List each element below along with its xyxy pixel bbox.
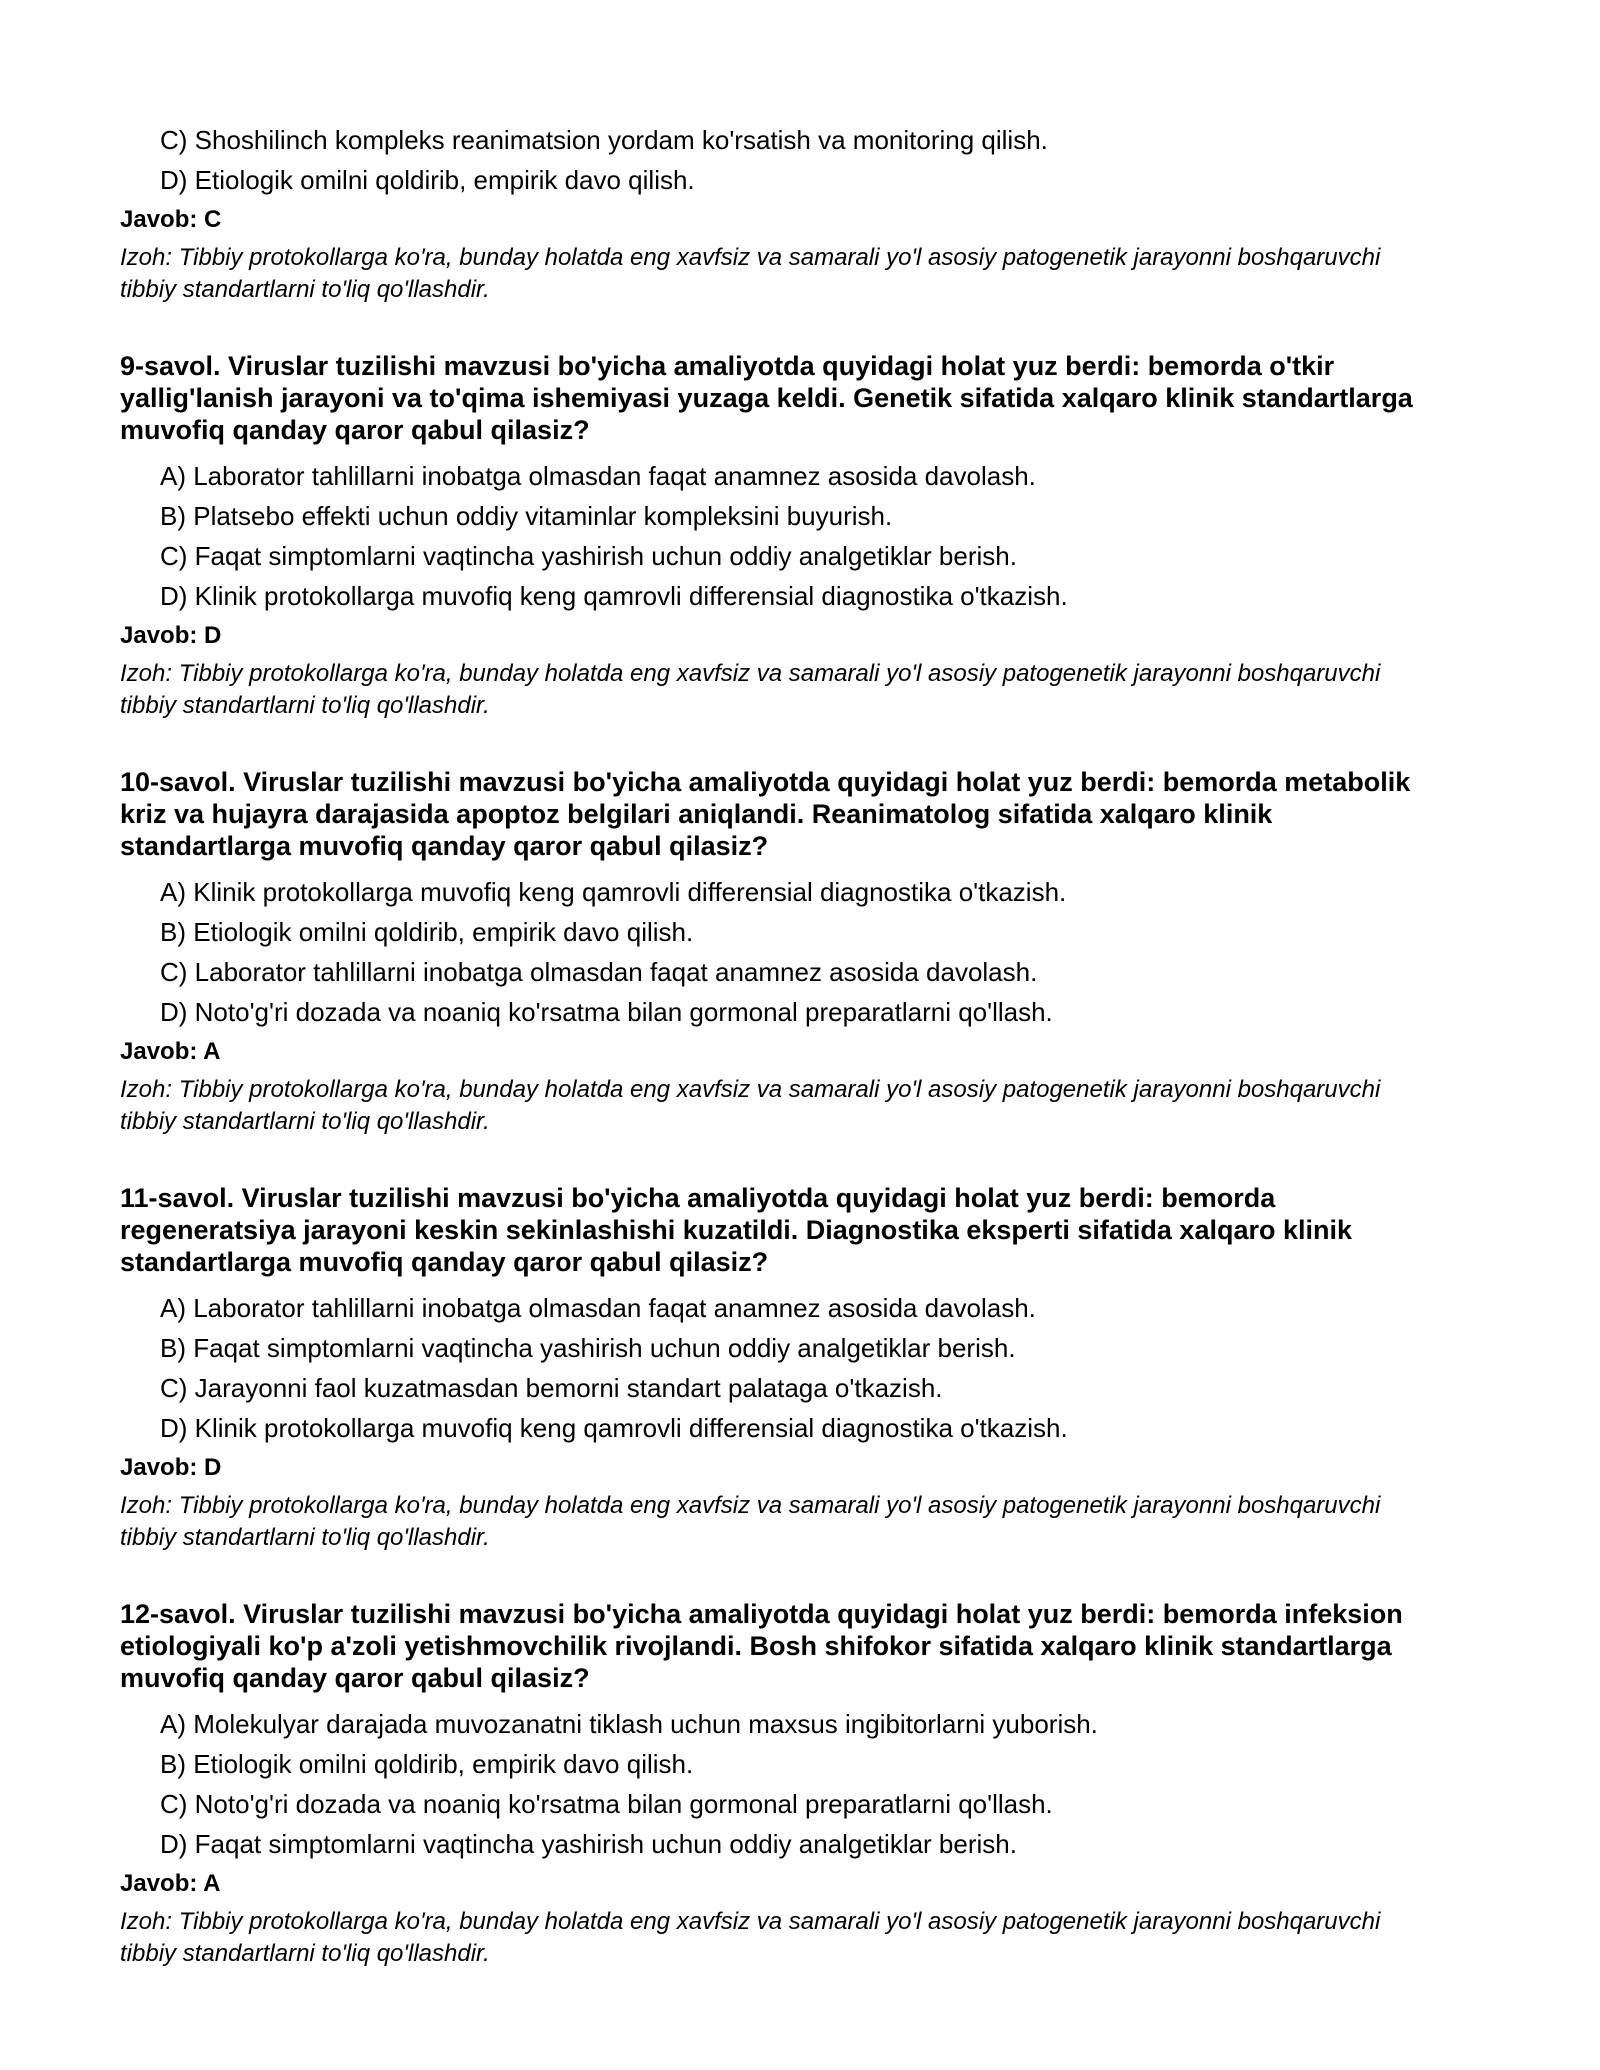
answer-label: Javob: D: [120, 1454, 222, 1481]
explanation-note: Izoh: Tibbiy protokollarga ko'ra, bunday holatda eng xavfsiz va samarali yo'l asosiy patogenetik jarayonni boshqaruvchi tibbiy standartlarni to'liq qo'llashdir.: [120, 1076, 1381, 1135]
option-b: B) Etiologik omilni qoldirib, empirik davo qilish.: [160, 1749, 694, 1779]
explanation-note: Izoh: Tibbiy protokollarga ko'ra, bunday holatda eng xavfsiz va samarali yo'l asosiy patogenetik jarayonni boshqaruvchi tibbiy standartlarni to'liq qo'llashdir.: [120, 1492, 1381, 1551]
option-d: D) Klinik protokollarga muvofiq keng qamrovli differensial diagnostika o'tkazish.: [160, 581, 1068, 611]
option-c: C) Faqat simptomlarni vaqtincha yashirish uchun oddiy analgetiklar berish.: [160, 541, 1017, 571]
option-list: [120, 1704, 1440, 1864]
option-list: [120, 456, 1440, 616]
option-c: C) Laborator tahlillarni inobatga olmasdan faqat anamnez asosida davolash.: [160, 957, 1038, 987]
option-c: C) Jarayonni faol kuzatmasdan bemorni standart palataga o'tkazish.: [160, 1373, 943, 1403]
option-b: B) Etiologik omilni qoldirib, empirik davo qilish.: [160, 917, 694, 947]
option-a: A) Laborator tahlillarni inobatga olmasdan faqat anamnez asosida davolash.: [160, 1293, 1036, 1323]
question-text: 9-savol. Viruslar tuzilishi mavzusi bo'yicha amaliyotda quyidagi holat yuz berdi: bemorda o'tkir yallig'lanish jarayoni va to'qima ishemiyasi yuzaga keldi. Genetik sifatida xalqaro klinik standartlarga muvofiq qanday qaror qabul qilasiz?: [120, 351, 1413, 445]
option-a: A) Laborator tahlillarni inobatga olmasdan faqat anamnez asosida davolash.: [160, 461, 1036, 491]
option-list: [120, 120, 1440, 200]
option-c: C) Shoshilinch kompleks reanimatsion yordam ko'rsatish va monitoring qilish.: [160, 125, 1048, 155]
question-11: [120, 1182, 1440, 1554]
answer-label: Javob: D: [120, 622, 222, 649]
option-d: D) Klinik protokollarga muvofiq keng qamrovli differensial diagnostika o'tkazish.: [160, 1413, 1068, 1443]
answer-label: Javob: A: [120, 1038, 221, 1065]
option-a: A) Klinik protokollarga muvofiq keng qamrovli differensial diagnostika o'tkazish.: [160, 877, 1067, 907]
question-text: 10-savol. Viruslar tuzilishi mavzusi bo'yicha amaliyotda quyidagi holat yuz berdi: bemorda metabolik kriz va hujayra darajasida apoptoz belgilari aniqlandi. Reanimatolog sifatida xalqaro klinik standartlarga muvofiq qanday qaror qabul qilasiz?: [120, 767, 1411, 861]
option-d: D) Etiologik omilni qoldirib, empirik davo qilish.: [160, 165, 695, 195]
question-fragment-8: [120, 120, 1440, 306]
option-b: B) Faqat simptomlarni vaqtincha yashirish uchun oddiy analgetiklar berish.: [160, 1333, 1016, 1363]
question-text: 11-savol. Viruslar tuzilishi mavzusi bo'yicha amaliyotda quyidagi holat yuz berdi: bemorda regeneratsiya jarayoni keskin sekinlashishi kuzatildi. Diagnostika eksperti sifatida xalqaro klinik standartlarga muvofiq qanday qaror qabul qilasiz?: [120, 1183, 1353, 1277]
option-d: D) Noto'g'ri dozada va noaniq ko'rsatma bilan gormonal preparatlarni qo'llash.: [160, 997, 1053, 1027]
question-9: [120, 350, 1440, 722]
option-list: [120, 1288, 1440, 1448]
explanation-note: Izoh: Tibbiy protokollarga ko'ra, bunday holatda eng xavfsiz va samarali yo'l asosiy patogenetik jarayonni boshqaruvchi tibbiy standartlarni to'liq qo'llashdir.: [120, 244, 1381, 303]
option-c: C) Noto'g'ri dozada va noaniq ko'rsatma bilan gormonal preparatlarni qo'llash.: [160, 1789, 1053, 1819]
answer-label: Javob: C: [120, 206, 222, 233]
question-text: 12-savol. Viruslar tuzilishi mavzusi bo'yicha amaliyotda quyidagi holat yuz berdi: bemorda infeksion etiologiyali ko'p a'zoli yetishmovchilik rivojlandi. Bosh shifokor sifatida xalqaro klinik standartlarga muvofiq qanday qaror qabul qilasiz?: [120, 1599, 1403, 1693]
explanation-note: Izoh: Tibbiy protokollarga ko'ra, bunday holatda eng xavfsiz va samarali yo'l asosiy patogenetik jarayonni boshqaruvchi tibbiy standartlarni to'liq qo'llashdir.: [120, 1908, 1381, 1967]
option-a: A) Molekulyar darajada muvozanatni tiklash uchun maxsus ingibitorlarni yuborish.: [160, 1709, 1098, 1739]
explanation-note: Izoh: Tibbiy protokollarga ko'ra, bunday holatda eng xavfsiz va samarali yo'l asosiy patogenetik jarayonni boshqaruvchi tibbiy standartlarni to'liq qo'llashdir.: [120, 660, 1381, 719]
option-list: [120, 872, 1440, 1032]
question-12: [120, 1598, 1440, 1970]
option-b: B) Platsebo effekti uchun oddiy vitaminlar kompleksini buyurish.: [160, 501, 893, 531]
option-d: D) Faqat simptomlarni vaqtincha yashirish uchun oddiy analgetiklar berish.: [160, 1829, 1017, 1859]
answer-label: Javob: A: [120, 1870, 221, 1897]
question-10: [120, 766, 1440, 1138]
